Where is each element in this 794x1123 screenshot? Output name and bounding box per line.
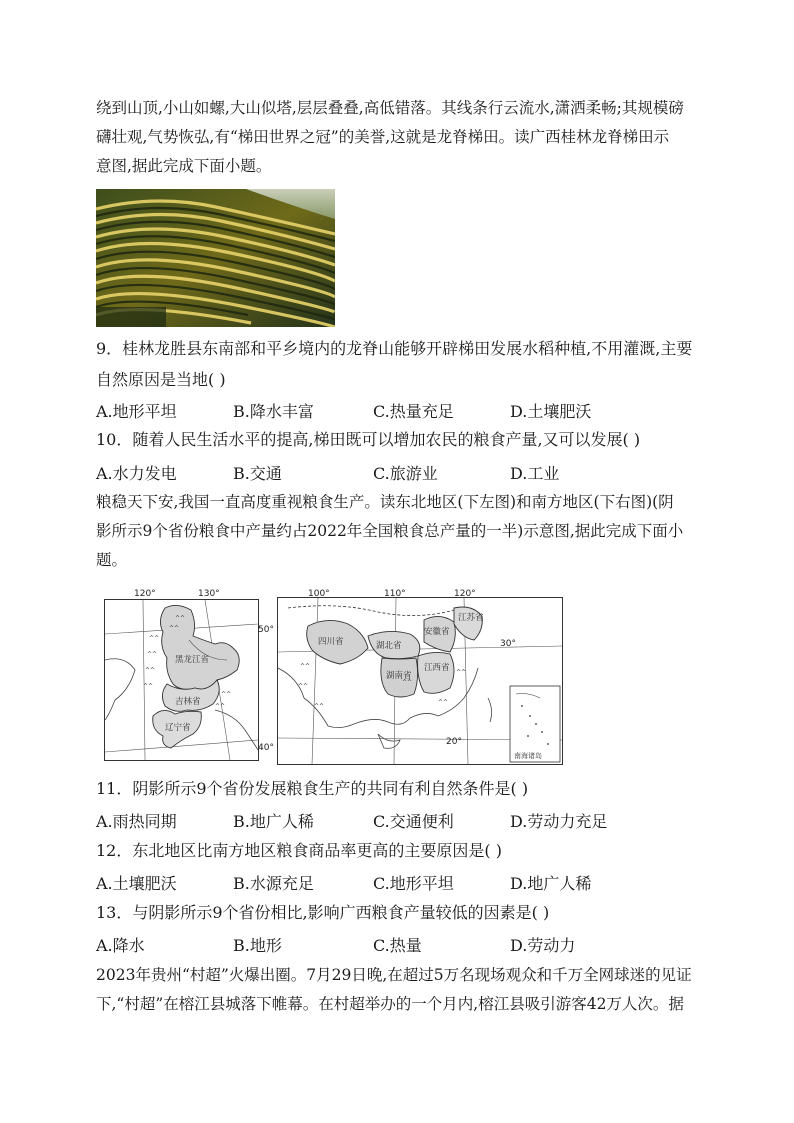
question-13-options [96,933,702,961]
svg-text:^^: ^^ [145,667,156,674]
option-c[interactable]: C.地形平坦 [373,874,454,893]
svg-text:^^: ^^ [147,651,158,658]
option-d[interactable]: D.劳动力 [510,936,576,955]
intro-line: 礴壮观,气势恢弘,有“梯田世界之冠”的美誉,这就是龙脊梯田。读广西桂林龙脊梯田示 [96,128,670,146]
option-c[interactable]: C.热量充足 [373,402,454,421]
svg-text:^^: ^^ [438,699,449,706]
svg-text:^^: ^^ [300,663,311,670]
latitude-label: 30° [500,639,516,649]
option-a[interactable]: A.地形平坦 [96,402,177,421]
rice-terrace-photo [96,189,335,327]
svg-text:^^: ^^ [143,683,154,690]
intro-line: 下,“村超”在榕江县城落下帷幕。在村超举办的一个月内,榕江县吸引游客42万人次。据 [96,995,684,1013]
province-label: 安徽省 [424,627,450,637]
province-label: 湖北省 [376,641,402,651]
option-a[interactable]: A.雨热同期 [96,812,177,831]
svg-text:^^: ^^ [175,615,186,622]
inset-label: 南海诸岛 [514,752,542,760]
question-9 [96,333,702,395]
terrace-illustration [96,189,335,327]
question-10-text: 10．随着人民生活水平的提高,梯田既可以增加农民的粮食产量,又可以发展( ) [96,430,641,449]
option-c[interactable]: C.热量 [373,936,422,955]
intro-paragraph-village-super-league [96,961,702,1019]
question-12-options [96,871,702,899]
option-d[interactable]: D.地广人稀 [510,874,592,893]
question-13-text: 13．与阴影所示9个省份相比,影响广西粮食产量较低的因素是( ) [96,903,550,922]
option-b[interactable]: B.地广人稀 [233,812,314,831]
latitude-label: 40° [258,743,274,753]
question-10-options [96,461,702,489]
province-label: 江苏省 [458,613,484,623]
svg-text:^^: ^^ [402,679,413,686]
province-label: 江西省 [424,663,450,673]
option-a[interactable]: A.降水 [96,936,145,955]
question-13 [96,897,702,928]
intro-paragraph-terraces [96,94,702,181]
longitude-label: 100° [308,589,330,599]
option-b[interactable]: B.降水丰富 [233,402,314,421]
svg-text:^^: ^^ [298,683,309,690]
province-label: 吉林省 [175,697,201,707]
province-label: 四川省 [318,637,344,647]
option-d[interactable]: D.劳动力充足 [510,812,608,831]
latitude-label: 20° [446,737,462,747]
latitude-label: 50° [258,625,274,635]
svg-text:^^: ^^ [149,635,160,642]
option-c[interactable]: C.交通便利 [373,812,454,831]
intro-line: 影所示9个省份粮食中产量约占2022年全国粮食总产量的一半)示意图,据此完成下面小 [96,522,684,540]
south-china-map-labels [270,584,570,754]
option-d[interactable]: D.土壤肥沃 [510,402,592,421]
intro-line: 2023年贵州“村超”火爆出圈。7月29日晚,在超过5万名现场观众和千万全网球迷的见证 [96,966,692,984]
svg-text:^^: ^^ [456,669,467,676]
question-12 [96,835,702,866]
longitude-label: 120° [454,589,476,599]
option-b[interactable]: B.地形 [233,936,282,955]
svg-text:^^: ^^ [314,703,325,710]
intro-line: 意图,据此完成下面小题。 [96,157,272,175]
intro-line: 绕到山顶,小山如螺,大山似塔,层层叠叠,高低错落。其线条行云流水,潇洒柔畅;其规模磅 [96,99,684,117]
option-c[interactable]: C.旅游业 [373,464,438,483]
longitude-label: 130° [198,589,220,599]
question-11 [96,773,702,804]
option-b[interactable]: B.水源充足 [233,874,314,893]
intro-line: 题。 [96,551,128,569]
option-b[interactable]: B.交通 [233,464,282,483]
option-d[interactable]: D.工业 [510,464,560,483]
question-9-line: 自然原因是当地( ) [96,370,226,389]
longitude-label: 120° [134,589,156,599]
intro-line: 粮稳天下安,我国一直高度重视粮食生产。读东北地区(下左图)和南方地区(下右图)(阴 [96,493,674,511]
option-a[interactable]: A.水力发电 [96,464,177,483]
longitude-label: 110° [384,589,406,599]
question-11-options [96,809,702,837]
svg-text:^^: ^^ [221,691,232,698]
province-label: 黑龙江省 [175,655,210,665]
question-9-options [96,399,702,427]
province-label: 湖南省 [386,671,412,681]
svg-text:^^: ^^ [215,703,226,710]
question-9-line: 9．桂林龙胜县东南部和平乡境内的龙脊山能够开辟梯田发展水稻种植,不用灌溉,主要 [96,339,693,358]
province-label: 辽宁省 [165,723,191,733]
northeast-map-labels [100,586,280,756]
question-10 [96,424,702,455]
question-11-text: 11．阴影所示9个省份发展粮食生产的共同有利自然条件是( ) [96,779,529,798]
svg-text:^^: ^^ [169,625,180,632]
option-a[interactable]: A.土壤肥沃 [96,874,177,893]
intro-paragraph-grain [96,488,702,575]
question-12-text: 12．东北地区比南方地区粮食商品率更高的主要原因是( ) [96,841,502,860]
